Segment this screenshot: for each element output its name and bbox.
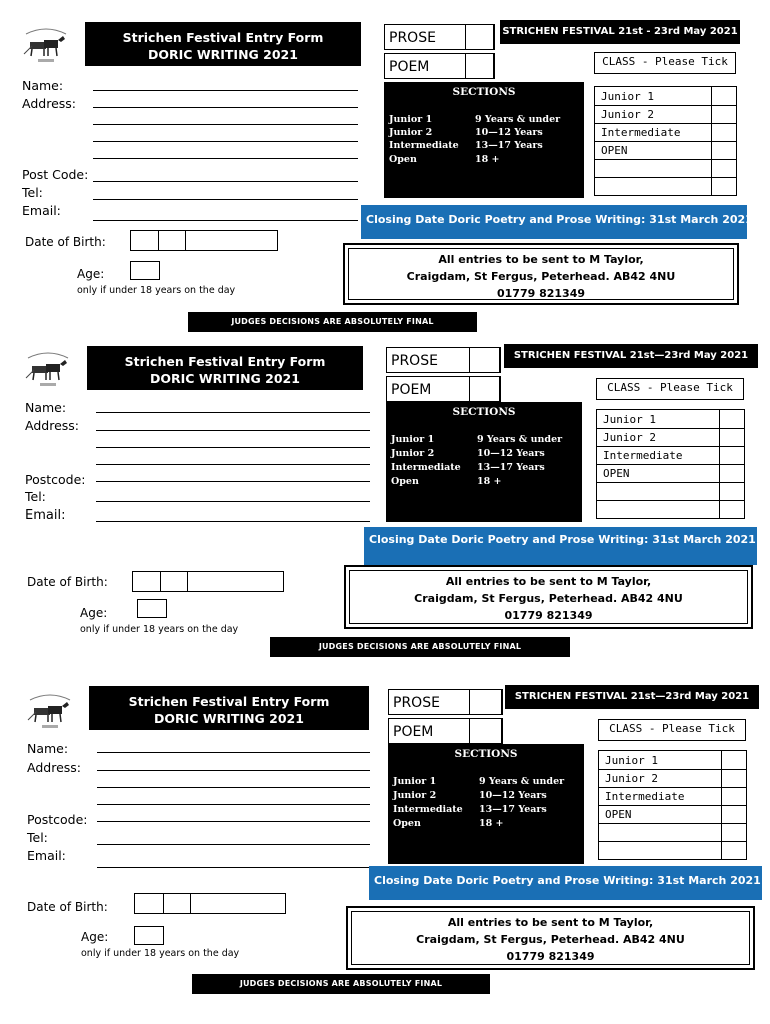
age-note: only if under 18 years on the day <box>81 948 240 959</box>
form-title: Strichen Festival Entry Form DORIC WRITING 2021 <box>89 686 369 730</box>
postcode-label: Postcode: <box>25 472 86 487</box>
address-line-1-text: All entries to be sent to M Taylor, <box>438 253 644 266</box>
section-row: Junior 1 9 Years & under <box>389 114 561 125</box>
dob-label: Date of Birth: <box>27 900 108 914</box>
name-label: Name: <box>25 400 67 415</box>
age-note: only if under 18 years on the day <box>80 624 239 635</box>
age-field[interactable] <box>134 926 164 945</box>
poem-label: POEM <box>391 382 432 398</box>
class-open: OPEN <box>601 144 628 157</box>
class-table <box>598 750 747 860</box>
class-intermediate: Intermediate <box>603 449 683 462</box>
form-title: Strichen Festival Entry Form DORIC WRITING 2021 <box>87 346 363 390</box>
judges-banner: JUDGES DECISIONS ARE ABSOLUTELY FINAL <box>192 974 490 994</box>
phone-text: 01779 821349 <box>504 609 593 622</box>
section-row: Open 18 + <box>391 476 502 487</box>
festival-dates: STRICHEN FESTIVAL 21st—23rd May 2021 <box>505 685 759 709</box>
sections-title: SECTIONS <box>454 748 518 760</box>
phone-text: 01779 821349 <box>496 287 586 300</box>
horse-plough-logo <box>24 690 76 730</box>
dob-field[interactable] <box>132 571 284 592</box>
tel-line[interactable] <box>96 501 370 502</box>
class-table <box>596 409 745 519</box>
sections-panel <box>388 744 584 864</box>
class-tick-heading: CLASS - Please Tick <box>594 52 736 74</box>
festival-dates: STRICHEN FESTIVAL 21st—23rd May 2021 <box>504 344 758 368</box>
tel-line[interactable] <box>97 844 370 845</box>
age-field[interactable] <box>137 599 167 618</box>
address-line-3[interactable] <box>93 141 358 142</box>
section-row: Junior 2 10—12 Years <box>393 790 547 801</box>
poem-tick-box[interactable] <box>469 718 503 744</box>
class-junior-2: Junior 2 <box>605 772 658 785</box>
postcode-line[interactable] <box>96 481 370 482</box>
address-label: Address: <box>27 760 81 775</box>
email-label: Email: <box>25 508 66 523</box>
section-row: Junior 1 9 Years & under <box>391 434 563 445</box>
section-row: Junior 2 10—12 Years <box>389 127 543 138</box>
address-line-1-text: All entries to be sent to M Taylor, <box>445 575 652 588</box>
email-line[interactable] <box>97 867 370 868</box>
tel-label: Tel: <box>22 185 43 200</box>
poem-tick-box[interactable] <box>469 376 501 402</box>
age-label: Age: <box>80 606 108 620</box>
address-line-2-text: Craigdam, St Fergus, Peterhead. AB42 4NU <box>406 270 676 283</box>
dob-label: Date of Birth: <box>27 575 108 589</box>
address-box <box>346 906 755 970</box>
closing-date-banner: Closing Date Doric Poetry and Prose Writing: 31st March 2021 <box>364 527 757 565</box>
address-box <box>344 565 753 629</box>
age-note: only if under 18 years on the day <box>77 285 236 296</box>
form-title: Strichen Festival Entry Form DORIC WRITING 2021 <box>85 22 361 66</box>
address-line-1[interactable] <box>93 107 358 108</box>
class-tick-heading: CLASS - Please Tick <box>596 378 744 400</box>
class-junior-1: Junior 1 <box>603 413 656 426</box>
entry-form-1 <box>0 0 770 336</box>
address-line-3[interactable] <box>96 464 370 465</box>
judges-banner: JUDGES DECISIONS ARE ABSOLUTELY FINAL <box>270 637 570 657</box>
judges-banner: JUDGES DECISIONS ARE ABSOLUTELY FINAL <box>188 312 477 332</box>
address-line-1-text: All entries to be sent to M Taylor, <box>447 916 654 929</box>
address-label: Address: <box>22 96 76 111</box>
prose-label: PROSE <box>389 30 436 46</box>
section-row: Junior 2 10—12 Years <box>391 448 545 459</box>
age-label: Age: <box>81 930 109 944</box>
name-line[interactable] <box>93 90 358 91</box>
closing-date-banner: Closing Date Doric Poetry and Prose Writing: 31st March 2021 <box>361 205 747 239</box>
name-line[interactable] <box>96 412 370 413</box>
class-open: OPEN <box>605 808 632 821</box>
entry-form-2 <box>0 324 770 660</box>
prose-tick-box[interactable] <box>469 689 503 715</box>
poem-label: POEM <box>393 724 434 740</box>
section-row: Open 18 + <box>393 818 504 829</box>
class-tick-heading: CLASS - Please Tick <box>598 719 746 741</box>
class-junior-2: Junior 2 <box>603 431 656 444</box>
postcode-label: Post Code: <box>22 167 89 182</box>
class-junior-1: Junior 1 <box>605 754 658 767</box>
address-line-2[interactable] <box>93 124 358 125</box>
email-label: Email: <box>27 848 66 863</box>
address-box <box>343 243 739 305</box>
prose-tick-box[interactable] <box>469 347 501 373</box>
section-row: Junior 1 9 Years & under <box>393 776 565 787</box>
section-row: Intermediate 13—17 Years <box>389 140 543 151</box>
prose-tick-box[interactable] <box>465 24 495 50</box>
class-intermediate: Intermediate <box>605 790 685 803</box>
dob-field[interactable] <box>130 230 278 251</box>
address-line-2[interactable] <box>96 447 370 448</box>
entry-form-3 <box>0 664 770 1000</box>
horse-plough-logo <box>20 24 72 64</box>
closing-date-banner: Closing Date Doric Poetry and Prose Writing: 31st March 2021 <box>369 866 762 900</box>
address-line-2[interactable] <box>97 787 370 788</box>
address-line-1[interactable] <box>96 430 370 431</box>
address-line-2-text: Craigdam, St Fergus, Peterhead. AB42 4NU <box>416 933 685 946</box>
sections-title: SECTIONS <box>452 406 516 418</box>
tel-label: Tel: <box>27 830 48 845</box>
name-label: Name: <box>22 78 64 93</box>
dob-label: Date of Birth: <box>25 235 106 249</box>
postcode-label: Postcode: <box>27 812 88 827</box>
poem-option[interactable] <box>384 53 494 79</box>
address-label: Address: <box>25 418 79 433</box>
tel-label: Tel: <box>25 489 46 504</box>
email-label: Email: <box>22 203 61 218</box>
address-line-1[interactable] <box>97 770 370 771</box>
age-field[interactable] <box>130 261 160 280</box>
sections-panel <box>384 82 584 198</box>
age-label: Age: <box>77 267 105 281</box>
class-table <box>594 86 737 196</box>
class-intermediate: Intermediate <box>601 126 681 139</box>
poem-option[interactable] <box>386 376 500 402</box>
postcode-line[interactable] <box>97 821 370 822</box>
prose-option[interactable] <box>388 689 502 715</box>
address-line-2-text: Craigdam, St Fergus, Peterhead. AB42 4NU <box>414 592 683 605</box>
sections-title: SECTIONS <box>452 86 516 98</box>
prose-option[interactable] <box>384 24 494 50</box>
prose-label: PROSE <box>393 695 440 711</box>
phone-text: 01779 821349 <box>506 950 595 963</box>
prose-label: PROSE <box>391 353 438 369</box>
name-label: Name: <box>27 741 69 756</box>
name-line[interactable] <box>97 752 370 753</box>
prose-option[interactable] <box>386 347 500 373</box>
postcode-line[interactable] <box>93 181 358 182</box>
section-row: Open 18 + <box>389 154 500 165</box>
festival-dates: STRICHEN FESTIVAL 21st - 23rd May 2021 <box>500 20 740 44</box>
section-row: Intermediate 13—17 Years <box>391 462 545 473</box>
sections-panel <box>386 402 582 522</box>
poem-option[interactable] <box>388 718 502 744</box>
address-line-3[interactable] <box>97 804 370 805</box>
class-junior-1: Junior 1 <box>601 90 654 103</box>
address-line-4[interactable] <box>93 158 358 159</box>
poem-label: POEM <box>389 59 430 75</box>
tel-line[interactable] <box>93 199 358 200</box>
horse-plough-logo <box>22 348 74 388</box>
class-open: OPEN <box>603 467 630 480</box>
email-line[interactable] <box>96 521 370 522</box>
poem-tick-box[interactable] <box>465 53 495 79</box>
email-line[interactable] <box>93 220 358 221</box>
class-junior-2: Junior 2 <box>601 108 654 121</box>
dob-field[interactable] <box>134 893 286 914</box>
section-row: Intermediate 13—17 Years <box>393 804 547 815</box>
